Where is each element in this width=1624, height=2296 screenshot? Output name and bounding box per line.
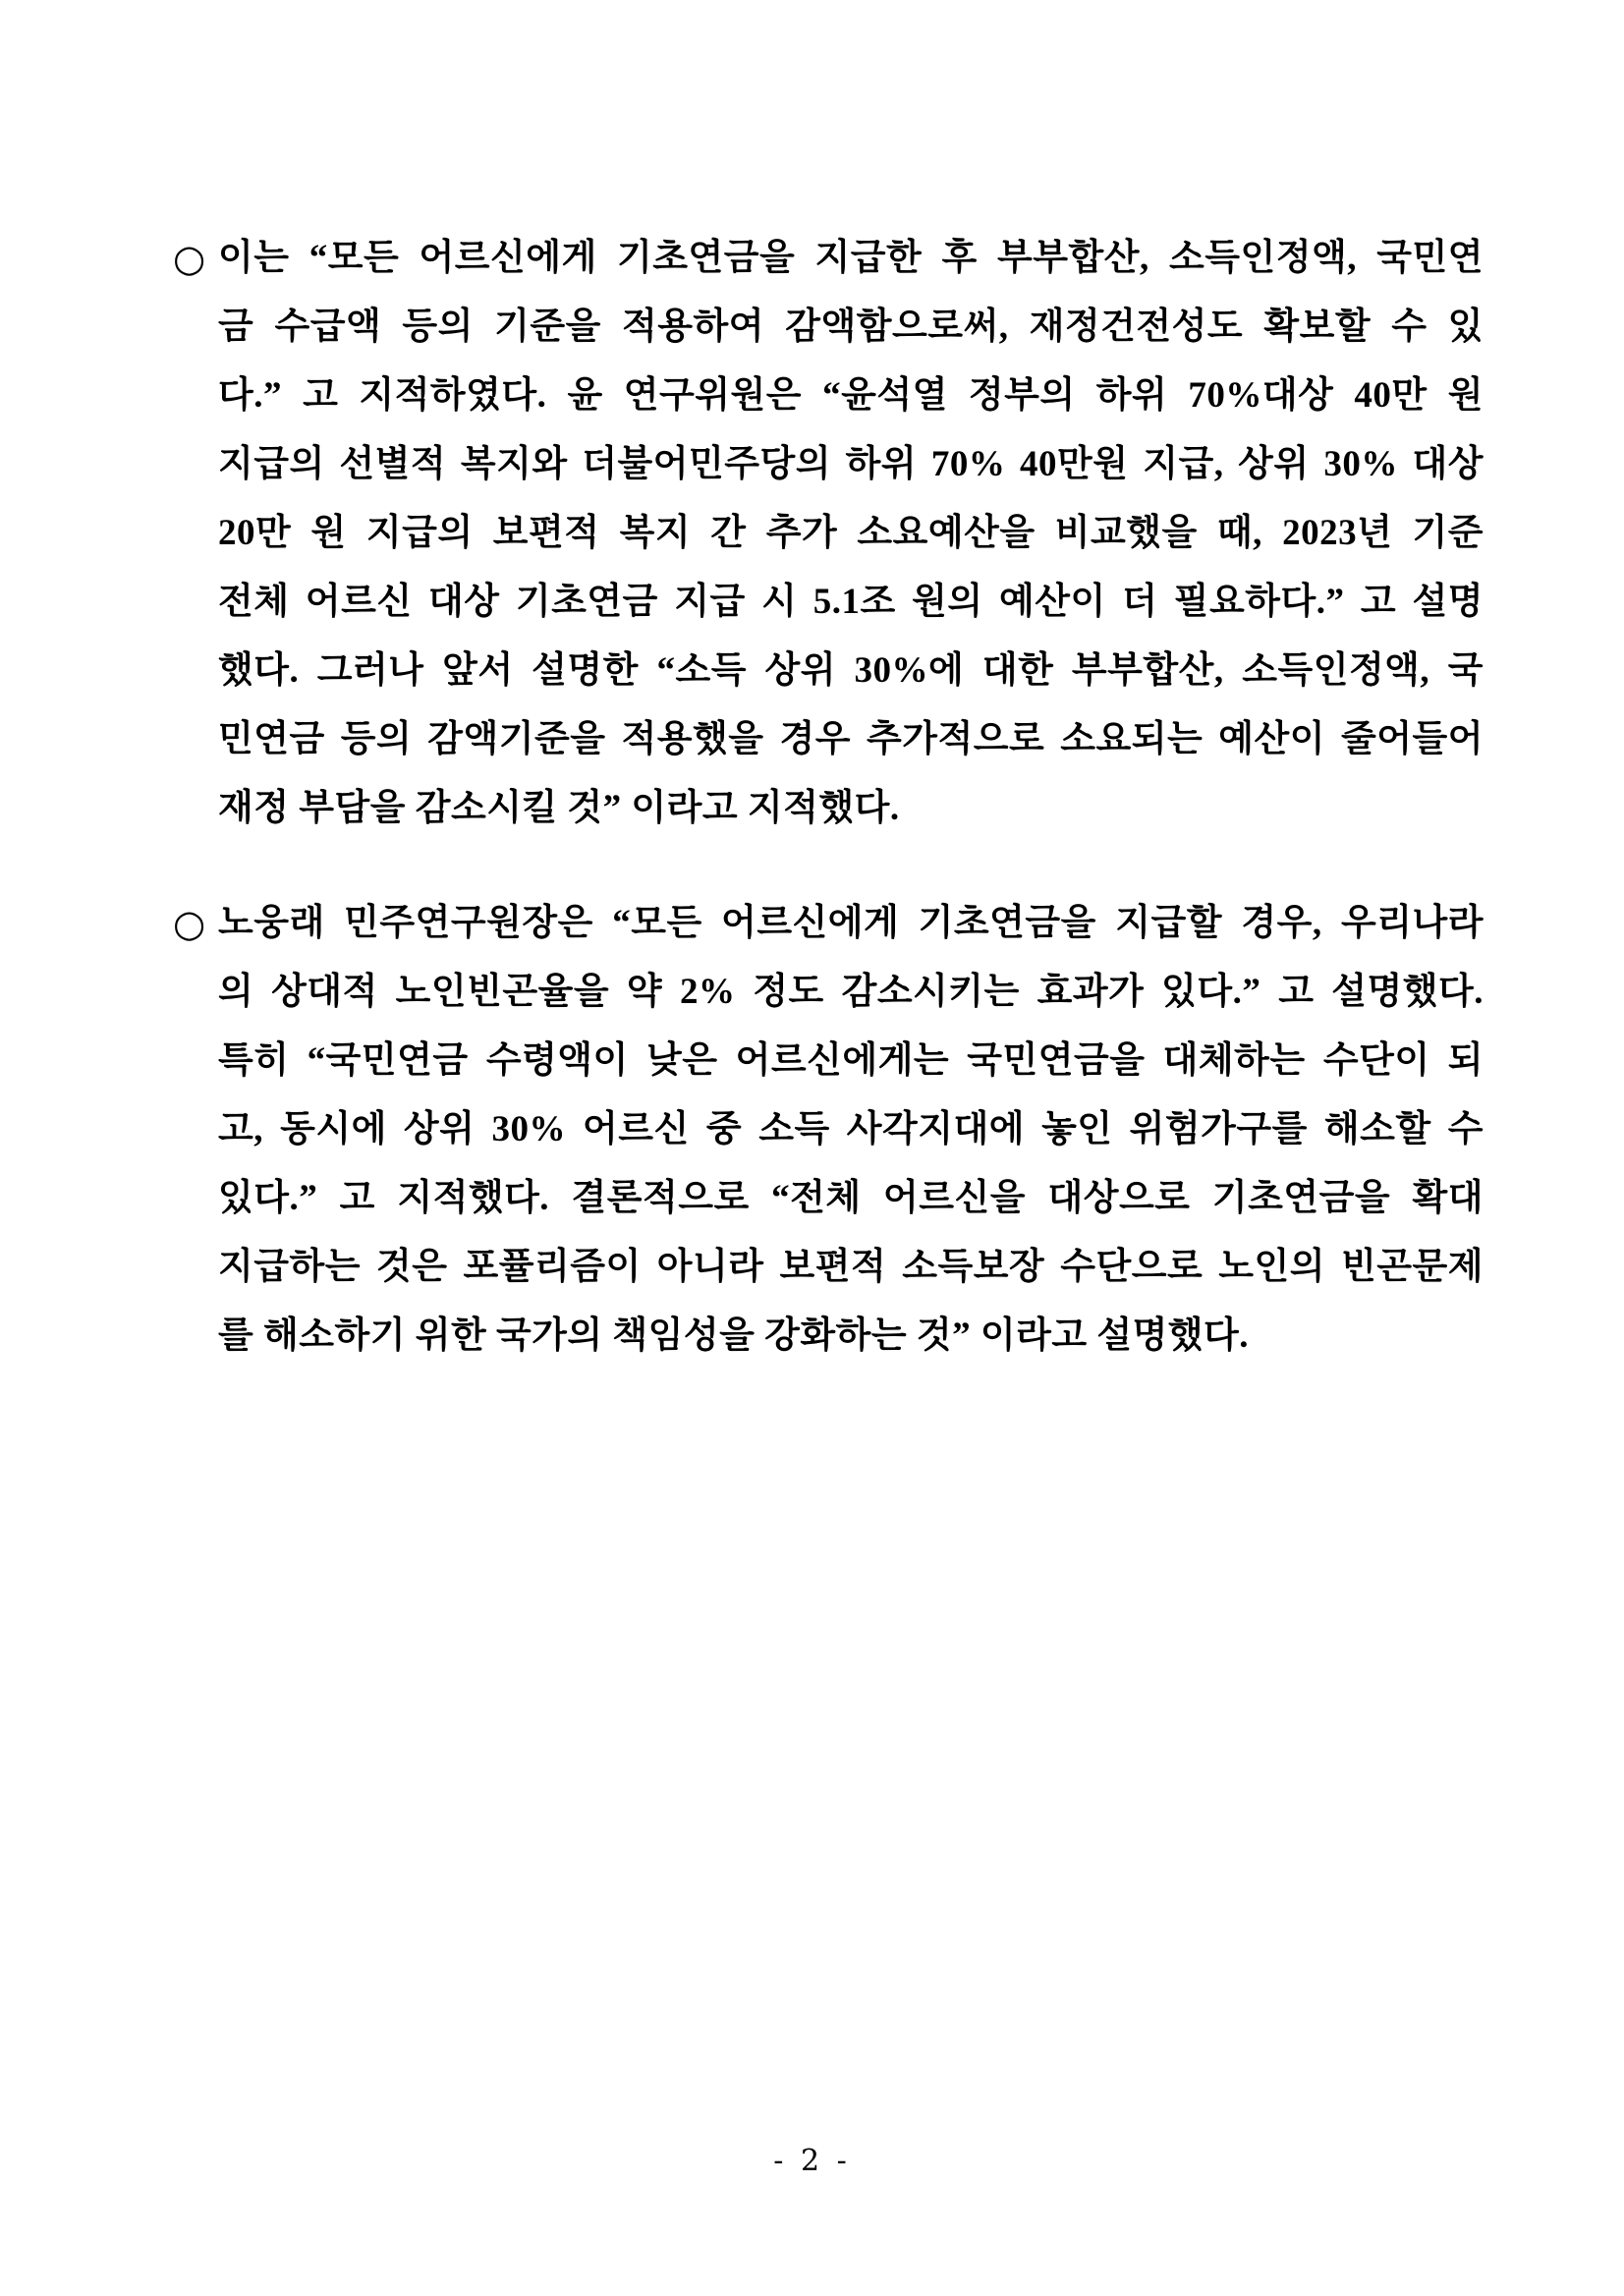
circle-bullet-icon: ○ [173,902,206,945]
bullet-paragraph-1 [173,224,1484,843]
text-line: 지급의 선별적 복지와 더불어민주당의 하위 70% 40만원 지급, 상위 30% 대상 [218,444,1484,484]
text-line: 지급하는 것은 포퓰리즘이 아니라 보편적 소득보장 수단으로 노인의 빈곤문제 [218,1247,1484,1287]
text-line: 를 해소하기 위한 국가의 책임성을 강화하는 것” 이라고 설명했다. [218,1316,1250,1356]
bullet-paragraph-2 [173,889,1484,1371]
text-line: 20만 원 지급의 보편적 복지 간 추가 소요예산을 비교했을 때, 2023년 기준 [218,513,1484,553]
page-number: - 2 - [773,2144,851,2178]
text-line: 고, 동시에 상위 30% 어르신 중 소득 사각지대에 놓인 위험가구를 해소할 수 [218,1109,1484,1149]
text-line: 있다.” 고 지적했다. 결론적으로 “전체 어르신을 대상으로 기초연금을 확대 [218,1178,1484,1218]
paragraph-text [218,224,1484,843]
text-line: 재정 부담을 감소시킬 것” 이라고 지적했다. [218,788,900,828]
text-line: 의 상대적 노인빈곤율을 약 2% 정도 감소시키는 효과가 있다.” 고 설명했다. [218,972,1484,1012]
bullet-marker [173,224,218,293]
text-line: 전체 어르신 대상 기초연금 지급 시 5.1조 원의 예산이 더 필요하다.” 고 설명 [218,582,1484,622]
text-line: 이는 “모든 어르신에게 기초연금을 지급한 후 부부합산, 소득인정액, 국민연 [218,238,1484,278]
text-line: 했다. 그러나 앞서 설명한 “소득 상위 30%에 대한 부부합산, 소득인정액, 국 [218,650,1484,691]
text-line: 노웅래 민주연구원장은 “모든 어르신에게 기초연금을 지급할 경우, 우리나라 [218,903,1484,943]
paragraph-text [218,889,1484,1371]
text-line: 다.” 고 지적하였다. 윤 연구위원은 “윤석열 정부의 하위 70%대상 40만 원 [218,375,1484,416]
text-line: 민연금 등의 감액기준을 적용했을 경우 추가적으로 소요되는 예산이 줄어들어 [218,719,1484,759]
document-body [173,224,1484,1417]
text-line: 특히 “국민연금 수령액이 낮은 어르신에게는 국민연금을 대체하는 수단이 되 [218,1040,1484,1081]
bullet-marker [173,889,218,958]
circle-bullet-icon: ○ [173,237,206,280]
text-line: 금 수급액 등의 기준을 적용하여 감액함으로써, 재정건전성도 확보할 수 있 [218,307,1484,347]
